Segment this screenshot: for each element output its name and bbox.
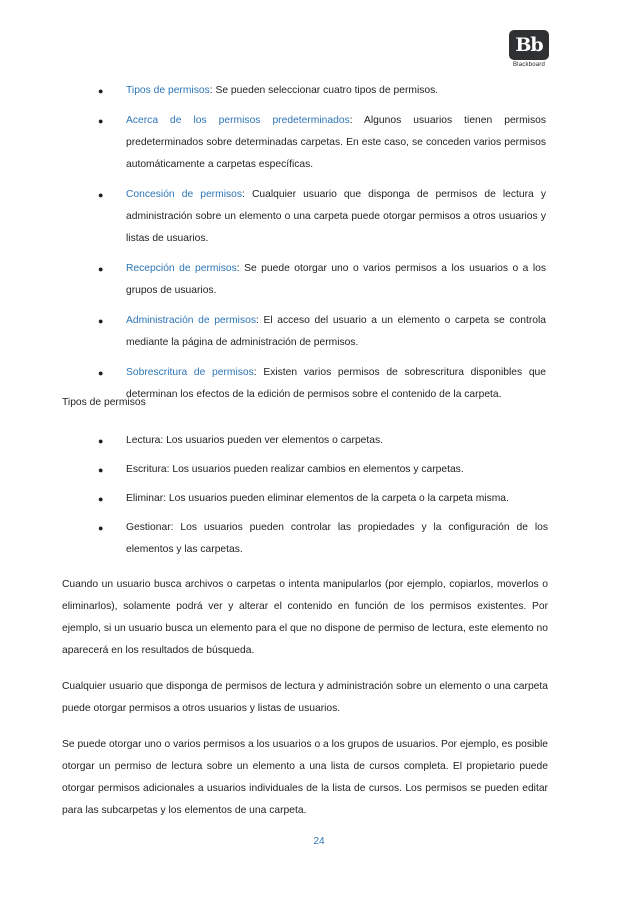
item-text: : Se pueden seleccionar cuatro tipos de permisos.	[209, 85, 439, 96]
permissions-overview-list	[90, 80, 546, 406]
paragraph: Cuando un usuario busca archivos o carpetas o intenta manipularlos (por ejemplo, copiarlos, moverlos o eliminarlos), solamente podrá ver y alterar el contenido en función de los permisos existentes. Por ejemplo, si un usuario busca un elemento para el que no dispone de permiso de lectura, este elemento no aparecerá en los resultados de búsqueda.	[62, 579, 548, 656]
item-text: Escritura: Los usuarios pueden realizar cambios en elementos y carpetas.	[126, 464, 464, 475]
logo-name: Blackboard	[512, 62, 546, 68]
item-text: : El acceso del usuario a un elemento o carpeta se controla mediante la página de administración de permisos.	[126, 315, 546, 348]
bullet-icon: ●	[98, 190, 104, 200]
section-title: Tipos de permisos	[62, 397, 146, 408]
list-item	[90, 517, 548, 561]
item-text: Gestionar: Los usuarios pueden controlar las propiedades y la configuración de los elementos y las carpetas.	[126, 522, 548, 555]
item-text: Eliminar: Los usuarios pueden eliminar elementos de la carpeta o la carpeta misma.	[126, 493, 509, 504]
page-number: 24	[313, 836, 325, 847]
bullet-icon: ●	[98, 368, 104, 378]
bullet-icon: ●	[98, 116, 104, 126]
list-item	[90, 184, 546, 250]
term-link[interactable]: Recepción de permisos	[126, 263, 237, 274]
paragraph: Cualquier usuario que disponga de permisos de lectura y administración sobre un elemento o una carpeta puede otorgar permisos a otros usuarios y listas de usuarios.	[62, 681, 548, 714]
bullet-icon: ●	[98, 436, 104, 446]
item-text: : Existen varios permisos de sobrescritura disponibles que determinan los efectos de la edición de permisos sobre el contenido de la carpeta.	[126, 367, 546, 400]
term-link[interactable]: Tipos de permisos	[126, 85, 210, 96]
page-content	[90, 80, 546, 414]
bullet-icon: ●	[98, 316, 104, 326]
bullet-icon: ●	[98, 86, 104, 96]
list-item	[90, 80, 546, 102]
list-item	[90, 430, 548, 452]
permission-types-list	[90, 430, 548, 561]
list-item	[90, 459, 548, 481]
item-text: : Cualquier usuario que disponga de permisos de lectura y administración sobre un elemento o una carpeta puede otorgar permisos a otros usuarios y listas de usuarios.	[126, 189, 546, 244]
bullet-icon: ●	[98, 465, 104, 475]
bullet-icon: ●	[98, 494, 104, 504]
list-item	[90, 110, 546, 176]
list-item	[90, 488, 548, 510]
blackboard-logo	[504, 30, 554, 74]
term-link[interactable]: Acerca de los permisos predeterminados	[126, 115, 350, 126]
bullet-icon: ●	[98, 264, 104, 274]
item-text: : Algunos usuarios tienen permisos predeterminados sobre determinadas carpetas. En este caso, se conceden varios permisos automáticamente a carpetas específicas.	[126, 115, 546, 170]
term-link[interactable]: Administración de permisos	[126, 315, 256, 326]
bullet-icon: ●	[98, 523, 104, 533]
body-section	[62, 388, 548, 836]
item-text: : Se puede otorgar uno o varios permisos a los usuarios o a los grupos de usuarios.	[126, 263, 546, 296]
list-item	[90, 258, 546, 302]
paragraph: Se puede otorgar uno o varios permisos a los usuarios o a los grupos de usuarios. Por ejemplo, es posible otorgar un permiso de lectura sobre un elemento a una lista de cursos completa. El propietario puede otorgar permisos adicionales a usuarios individuales de la lista de cursos. Los permisos se pueden editar para las subcarpetas y los elementos de una carpeta.	[62, 739, 548, 816]
term-link[interactable]: Concesión de permisos	[126, 189, 243, 200]
item-text: Lectura: Los usuarios pueden ver elementos o carpetas.	[126, 435, 384, 446]
logo-mark: Bb	[509, 30, 549, 60]
term-link[interactable]: Sobrescritura de permisos	[126, 367, 254, 378]
list-item	[90, 310, 546, 354]
